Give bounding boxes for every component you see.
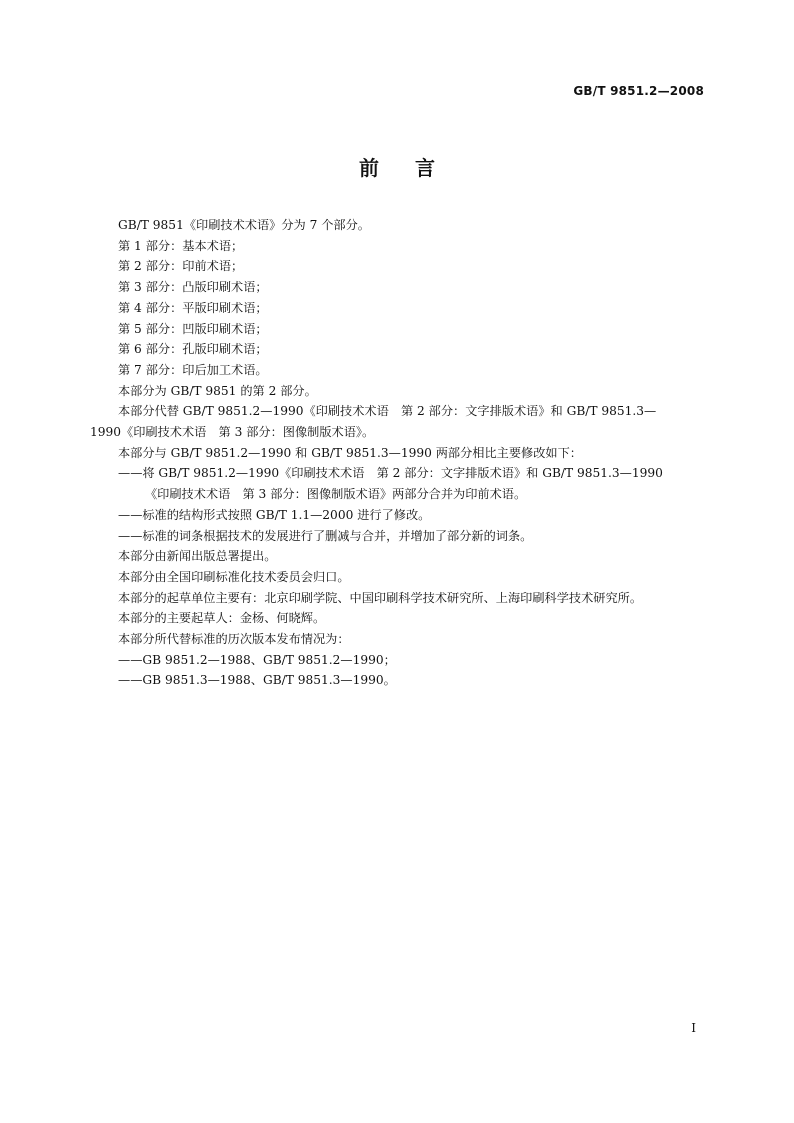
paragraph: 本部分所代替标准的历次版本发布情况为： (118, 632, 350, 647)
paragraph: 第 2 部分：印前术语； (118, 259, 244, 274)
paragraph: 本部分由全国印刷标准化技术委员会归口。 (118, 569, 350, 584)
paragraph: GB/T 9851《印刷技术术语》分为 7 个部分。 (118, 218, 370, 232)
list-item: ——将 GB/T 9851.2—1990《印刷技术术语 第 2 部分：文字排版术语》和 GB/T 9851.3—1990 (118, 466, 663, 481)
standard-code: GB/T 9851.2—2008 (573, 84, 704, 98)
page-title: 前言 (359, 156, 471, 180)
list-item: ——GB 9851.2—1988、GB/T 9851.2—1990； (118, 652, 396, 667)
paragraph: 本部分代替 GB/T 9851.2—1990《印刷技术术语 第 2 部分：文字排版术语》和 GB/T 9851.3— (118, 404, 657, 419)
paragraph: 第 7 部分：印后加工术语。 (118, 362, 268, 377)
list-item: ——GB 9851.3—1988、GB/T 9851.3—1990。 (118, 673, 396, 688)
list-item: ——标准的词条根据技术的发展进行了删减与合并，并增加了部分新的词条。 (118, 528, 533, 543)
paragraph: 第 5 部分：凹版印刷术语； (118, 321, 268, 336)
page-number: I (691, 1021, 696, 1035)
paragraph: 第 4 部分：平版印刷术语； (118, 300, 268, 315)
paragraph: 本部分与 GB/T 9851.2—1990 和 GB/T 9851.3—1990 两部分相比主要修改如下： (118, 445, 582, 460)
paragraph: 本部分的主要起草人：金杨、何晓辉。 (118, 611, 326, 626)
list-item-continuation: 《印刷技术术语 第 3 部分：图像制版术语》两部分合并为印前术语。 (145, 487, 527, 502)
paragraph: 本部分为 GB/T 9851 的第 2 部分。 (118, 383, 317, 398)
paragraph: 第 6 部分：孔版印刷术语； (118, 342, 268, 357)
paragraph: 第 1 部分：基本术语； (118, 238, 244, 253)
foreword-body (90, 215, 704, 691)
paragraph: 第 3 部分：凸版印刷术语； (118, 280, 268, 295)
list-item: ——标准的结构形式按照 GB/T 1.1—2000 进行了修改。 (118, 507, 431, 522)
paragraph-continuation: 1990《印刷技术术语 第 3 部分：图像制版术语》。 (90, 425, 375, 440)
paragraph: 本部分的起草单位主要有：北京印刷学院、中国印刷科学技术研究所、上海印刷科学技术研究所。 (118, 590, 643, 605)
paragraph: 本部分由新闻出版总署提出。 (118, 549, 277, 564)
